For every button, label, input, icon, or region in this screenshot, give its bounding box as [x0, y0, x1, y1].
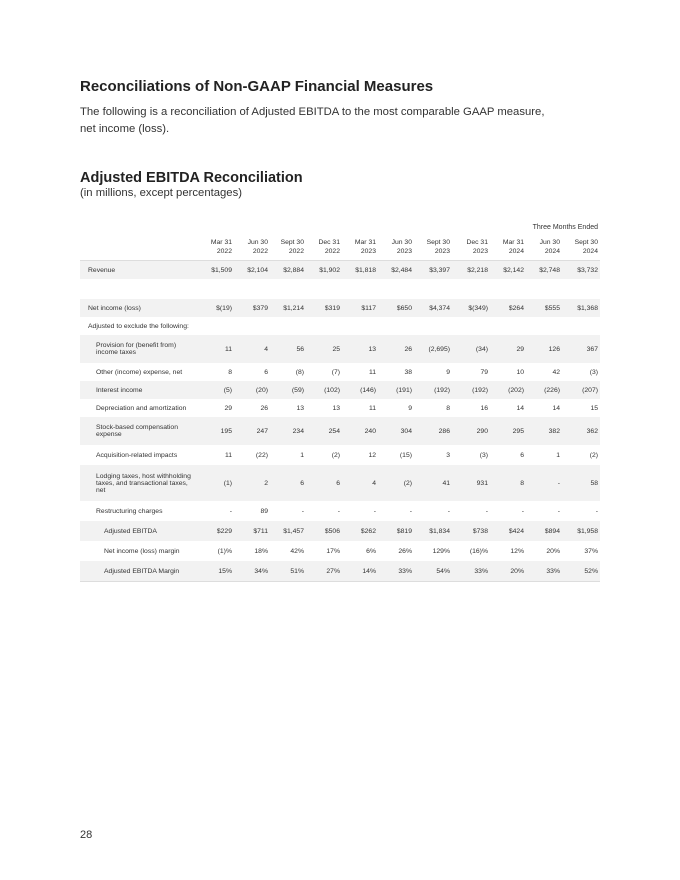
column-header [378, 236, 414, 261]
table-cell: (2) [589, 451, 598, 459]
column-month: Dec 31 [466, 239, 488, 246]
table-cell: 12% [510, 547, 524, 555]
row-label: Provision for (benefit from) income taxes [80, 335, 200, 363]
table-cell: - [373, 507, 376, 515]
table-cell: $894 [526, 521, 562, 541]
row-label: Adjusted EBITDA [80, 521, 200, 541]
table-cell: 38 [404, 368, 412, 376]
table-cell: $(349) [452, 299, 490, 317]
table-cell: - [301, 507, 304, 515]
table-cell: $1,834 [414, 521, 452, 541]
table-cell: 29 [224, 404, 232, 412]
period-label: Three Months Ended [532, 224, 598, 231]
table-cell: 9 [446, 368, 450, 376]
column-header [452, 236, 490, 261]
column-month: Dec 31 [318, 239, 340, 246]
table-cell: (59) [270, 381, 306, 399]
table-cell: $1,818 [342, 261, 378, 280]
column-header [562, 236, 600, 261]
table-cell: 126 [526, 335, 562, 363]
table-cell: (192) [414, 381, 452, 399]
table-cell: $1,958 [562, 521, 600, 541]
table-cell: 367 [562, 335, 600, 363]
table-cell: 290 [452, 417, 490, 445]
table-cell: 3 [446, 451, 450, 459]
table-cell: - [447, 507, 450, 515]
table-cell: 33% [526, 561, 562, 582]
table-cell: (2) [378, 465, 414, 501]
table-cell: 14 [552, 404, 560, 412]
spacer-cell [80, 279, 600, 299]
column-year: 2023 [396, 248, 412, 255]
table-cell: (2) [331, 451, 340, 459]
table-cell: $1,214 [270, 299, 306, 317]
table-cell: 29 [490, 335, 526, 363]
table-cell: (1) [200, 465, 234, 501]
table-cell: 247 [234, 417, 270, 445]
column-year: 2023 [434, 248, 450, 255]
table-cell: 41 [414, 465, 452, 501]
table-cell: 10 [516, 368, 524, 376]
column-month: Mar 31 [354, 239, 376, 246]
table-cell: 51% [270, 561, 306, 582]
table-cell: 26% [398, 547, 412, 555]
column-month: Jun 30 [247, 239, 268, 246]
table-header-row [80, 236, 600, 261]
table-cell: 42% [290, 547, 304, 555]
table-cell: (20) [234, 381, 270, 399]
table-cell: 240 [342, 417, 378, 445]
table-cell: $229 [200, 521, 234, 541]
header-blank [80, 236, 200, 261]
row-label: Restructuring charges [96, 507, 163, 515]
table-cell: (16)% [469, 547, 488, 555]
table-cell: $(19) [200, 299, 234, 317]
table-cell: $2,484 [378, 261, 414, 280]
table-cell: 16 [480, 404, 488, 412]
row-label: Net income (loss) [80, 299, 200, 317]
table-cell: 89 [260, 507, 268, 515]
table-cell: 27% [306, 561, 342, 582]
page-number: 28 [80, 829, 93, 841]
section-title: Reconciliations of Non-GAAP Financial Measures [80, 78, 434, 95]
table-cell: (7) [331, 368, 340, 376]
table-cell: 304 [378, 417, 414, 445]
table-cell: 11 [224, 451, 232, 459]
table-cell: $319 [306, 299, 342, 317]
column-header [306, 236, 342, 261]
table-cell: $650 [378, 299, 414, 317]
column-header [490, 236, 526, 261]
row-label: Acquisition-related impacts [96, 451, 178, 459]
table-cell: (3) [479, 451, 488, 459]
table-cell: $738 [452, 521, 490, 541]
table-cell: $1,457 [270, 521, 306, 541]
table-cell: $379 [234, 299, 270, 317]
table-cell: 931 [452, 465, 490, 501]
table-cell: 254 [306, 417, 342, 445]
table-cell: - [337, 507, 340, 515]
table-cell: 129% [432, 547, 450, 555]
table-cell: 18% [254, 547, 268, 555]
table-cell: $2,142 [490, 261, 526, 280]
table-cell: $2,884 [270, 261, 306, 280]
table-cell: 295 [490, 417, 526, 445]
table-cell: 13 [296, 404, 304, 412]
table-row-adjusted-ebitda [80, 521, 600, 541]
column-year: 2023 [472, 248, 488, 255]
table-cell: 6 [264, 368, 268, 376]
table-cell: 8 [228, 368, 232, 376]
table-row-stock-based-comp [80, 417, 600, 445]
table-cell: $555 [526, 299, 562, 317]
table-row-net-income [80, 299, 600, 317]
table-cell: 58 [562, 465, 600, 501]
table-cell: $117 [342, 299, 378, 317]
table-cell: 11 [368, 368, 376, 376]
row-label: Other (income) expense, net [96, 368, 183, 376]
table-cell: (192) [452, 381, 490, 399]
table-cell: - [521, 507, 524, 515]
table-cell: 1 [556, 451, 560, 459]
intro-text: The following is a reconciliation of Adjusted EBITDA to the most comparable GAAP measure, net income (loss). [80, 106, 545, 135]
table-cell: (1)% [217, 547, 232, 555]
table-cell: 17% [326, 547, 340, 555]
column-header [200, 236, 234, 261]
table-row-lodging-taxes [80, 465, 600, 501]
table-cell: 26 [378, 335, 414, 363]
table-cell: 382 [526, 417, 562, 445]
column-year: 2022 [324, 248, 340, 255]
table-cell: 2 [234, 465, 270, 501]
table-cell: (15) [399, 451, 412, 459]
table-cell: $3,397 [414, 261, 452, 280]
column-header [342, 236, 378, 261]
table-cell: - [409, 507, 412, 515]
table-cell: $424 [490, 521, 526, 541]
table-cell: 14% [342, 561, 378, 582]
table-row-depreciation [80, 399, 600, 417]
table-cell: 6 [520, 451, 524, 459]
table-row-net-income-margin [80, 541, 600, 561]
table-cell: 12 [368, 451, 376, 459]
row-label: Depreciation and amortization [96, 404, 187, 412]
table-cell: - [557, 507, 560, 515]
table-row-interest-income [80, 381, 600, 399]
table-cell: 11 [200, 335, 234, 363]
table-cell: 6% [366, 547, 376, 555]
table-row-adjusted-ebitda-margin [80, 561, 600, 582]
table-row-acquisition [80, 445, 600, 465]
table-cell: 25 [306, 335, 342, 363]
table-cell: (8) [295, 368, 304, 376]
column-month: Jun 30 [539, 239, 560, 246]
table-cell: 4 [234, 335, 270, 363]
table-cell: 33% [378, 561, 414, 582]
column-header [270, 236, 306, 261]
table-subtitle: (in millions, except percentages) [80, 187, 242, 199]
table-cell: 14 [516, 404, 524, 412]
table-cell: 9 [408, 404, 412, 412]
table-cell: - [229, 507, 232, 515]
table-cell: 37% [584, 547, 598, 555]
column-year: 2024 [508, 248, 524, 255]
row-label: Adjusted to exclude the following: [88, 322, 189, 330]
table-cell: 33% [452, 561, 490, 582]
table-cell: (3) [589, 368, 598, 376]
column-year: 2022 [288, 248, 304, 255]
table-cell: - [485, 507, 488, 515]
row-label: Lodging taxes, host withholding taxes, and transactional taxes, net [80, 465, 200, 501]
table-cell: - [526, 465, 562, 501]
table-cell: 13 [342, 335, 378, 363]
column-month: Sept 30 [426, 239, 450, 246]
table-cell: $264 [490, 299, 526, 317]
table-cell: 34% [234, 561, 270, 582]
table-cell: 52% [562, 561, 600, 582]
table-title: Adjusted EBITDA Reconciliation [80, 170, 303, 186]
table-cell: (146) [342, 381, 378, 399]
column-year: 2024 [544, 248, 560, 255]
table-cell: 42 [552, 368, 560, 376]
table-cell: (34) [452, 335, 490, 363]
table-cell: (226) [526, 381, 562, 399]
column-header [526, 236, 562, 261]
row-label: Revenue [80, 261, 200, 280]
table-cell: (102) [306, 381, 342, 399]
column-month: Sept 30 [280, 239, 304, 246]
table-cell: 6 [270, 465, 306, 501]
table-row-other-income [80, 363, 600, 381]
table-row-income-taxes [80, 335, 600, 363]
table-row-adjustments-heading [80, 317, 600, 335]
table-cell: (5) [200, 381, 234, 399]
table-cell: (191) [378, 381, 414, 399]
column-header [414, 236, 452, 261]
table-cell: $1,902 [306, 261, 342, 280]
table-cell: 1 [300, 451, 304, 459]
table-cell: 26 [260, 404, 268, 412]
column-year: 2022 [216, 248, 232, 255]
table-cell: $711 [234, 521, 270, 541]
table-cell: 15% [200, 561, 234, 582]
column-header [234, 236, 270, 261]
table-cell: (2,695) [414, 335, 452, 363]
row-label: Stock-based compensation expense [80, 417, 200, 445]
table-cell: (207) [562, 381, 600, 399]
table-cell: 20% [490, 561, 526, 582]
table-cell: 8 [490, 465, 526, 501]
table-cell: 54% [414, 561, 452, 582]
table-cell: 8 [446, 404, 450, 412]
table-cell: $1,368 [562, 299, 600, 317]
table-cell: 362 [562, 417, 600, 445]
column-year: 2024 [582, 248, 598, 255]
table-cell: $4,374 [414, 299, 452, 317]
column-month: Sept 30 [574, 239, 598, 246]
table-cell: - [595, 507, 598, 515]
column-month: Jun 30 [391, 239, 412, 246]
table-cell: 11 [368, 404, 376, 412]
table-cell: 20% [546, 547, 560, 555]
table-cell: $2,218 [452, 261, 490, 280]
table-cell: 56 [270, 335, 306, 363]
table-cell: $262 [342, 521, 378, 541]
column-year: 2023 [360, 248, 376, 255]
row-label: Adjusted EBITDA Margin [80, 561, 200, 582]
column-month: Mar 31 [210, 239, 232, 246]
table-spacer-row [80, 279, 600, 299]
column-year: 2022 [252, 248, 268, 255]
table-cell: 79 [480, 368, 488, 376]
table-cell: $1,509 [200, 261, 234, 280]
table-cell: $2,748 [526, 261, 562, 280]
table-cell: 6 [306, 465, 342, 501]
table-cell: 195 [200, 417, 234, 445]
table-cell: 13 [332, 404, 340, 412]
table-cell: $3,732 [562, 261, 600, 280]
row-label: Net income (loss) margin [104, 547, 180, 555]
row-label: Interest income [80, 381, 200, 399]
table-cell: 15 [590, 404, 598, 412]
table-row-restructuring [80, 501, 600, 521]
column-month: Mar 31 [502, 239, 524, 246]
table-cell: 234 [270, 417, 306, 445]
table-row-revenue [80, 261, 600, 280]
table-cell: 286 [414, 417, 452, 445]
table-cell: $2,104 [234, 261, 270, 280]
table-cell: $506 [306, 521, 342, 541]
table-cell: 4 [342, 465, 378, 501]
table-cell: (202) [490, 381, 526, 399]
table-cell: (22) [255, 451, 268, 459]
ebitda-reconciliation-table [80, 236, 600, 582]
table-cell: $819 [378, 521, 414, 541]
